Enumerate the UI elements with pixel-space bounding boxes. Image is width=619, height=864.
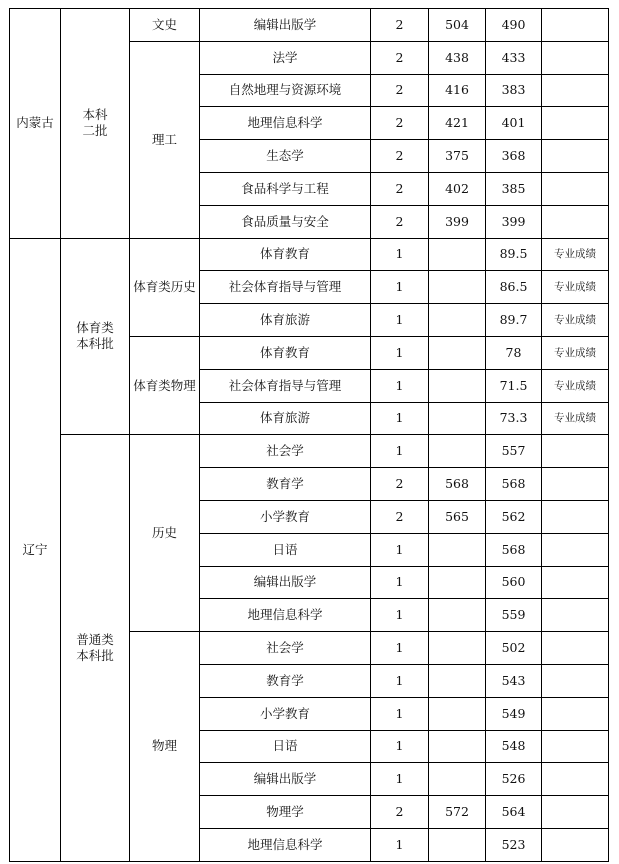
max-score-cell: 438: [429, 41, 486, 74]
major-cell: 体育旅游: [200, 304, 371, 337]
plan-count-cell: 1: [371, 664, 429, 697]
subject-cell: 体育类历史: [130, 238, 200, 336]
max-score-cell: [429, 697, 486, 730]
max-score-cell: [429, 632, 486, 665]
plan-count-cell: 1: [371, 566, 429, 599]
major-cell: 体育教育: [200, 238, 371, 271]
note-cell: 专业成绩: [542, 304, 609, 337]
max-score-cell: [429, 369, 486, 402]
note-cell: [542, 107, 609, 140]
major-cell: 社会学: [200, 632, 371, 665]
note-cell: [542, 632, 609, 665]
max-score-cell: [429, 238, 486, 271]
major-cell: 社会学: [200, 435, 371, 468]
plan-count-cell: 2: [371, 205, 429, 238]
major-cell: 物理学: [200, 796, 371, 829]
plan-count-cell: 1: [371, 238, 429, 271]
subject-cell: 文史: [130, 9, 200, 42]
note-cell: [542, 697, 609, 730]
major-cell: 体育教育: [200, 336, 371, 369]
plan-count-cell: 1: [371, 828, 429, 861]
min-score-cell: 383: [486, 74, 542, 107]
major-cell: 小学教育: [200, 500, 371, 533]
max-score-cell: 504: [429, 9, 486, 42]
province-cell: 辽宁: [10, 238, 61, 861]
note-cell: [542, 763, 609, 796]
max-score-cell: 402: [429, 172, 486, 205]
plan-count-cell: 2: [371, 41, 429, 74]
major-cell: 社会体育指导与管理: [200, 369, 371, 402]
note-cell: [542, 435, 609, 468]
min-score-cell: 543: [486, 664, 542, 697]
note-cell: 专业成绩: [542, 271, 609, 304]
max-score-cell: [429, 730, 486, 763]
major-cell: 编辑出版学: [200, 566, 371, 599]
min-score-cell: 502: [486, 632, 542, 665]
table-row: [10, 9, 609, 42]
min-score-cell: 78: [486, 336, 542, 369]
max-score-cell: [429, 271, 486, 304]
max-score-cell: [429, 763, 486, 796]
plan-count-cell: 1: [371, 599, 429, 632]
min-score-cell: 523: [486, 828, 542, 861]
major-cell: 地理信息科学: [200, 828, 371, 861]
major-cell: 日语: [200, 730, 371, 763]
min-score-cell: 560: [486, 566, 542, 599]
major-cell: 食品科学与工程: [200, 172, 371, 205]
min-score-cell: 568: [486, 468, 542, 501]
batch-cell: 本科 二批: [61, 9, 130, 239]
subject-cell: 体育类物理: [130, 336, 200, 434]
plan-count-cell: 2: [371, 74, 429, 107]
max-score-cell: 399: [429, 205, 486, 238]
batch-cell: 体育类 本科批: [61, 238, 130, 435]
plan-count-cell: 1: [371, 369, 429, 402]
max-score-cell: [429, 304, 486, 337]
province-cell: 内蒙古: [10, 9, 61, 239]
min-score-cell: 399: [486, 205, 542, 238]
min-score-cell: 89.7: [486, 304, 542, 337]
plan-count-cell: 1: [371, 402, 429, 435]
plan-count-cell: 2: [371, 9, 429, 42]
plan-count-cell: 1: [371, 435, 429, 468]
plan-count-cell: 2: [371, 107, 429, 140]
major-cell: 地理信息科学: [200, 599, 371, 632]
note-cell: [542, 664, 609, 697]
max-score-cell: [429, 435, 486, 468]
plan-count-cell: 1: [371, 697, 429, 730]
plan-count-cell: 1: [371, 632, 429, 665]
table-row: [10, 238, 609, 271]
major-cell: 体育旅游: [200, 402, 371, 435]
note-cell: [542, 468, 609, 501]
subject-cell: 物理: [130, 632, 200, 862]
table-body: [10, 9, 609, 862]
min-score-cell: 368: [486, 140, 542, 173]
note-cell: [542, 566, 609, 599]
min-score-cell: 401: [486, 107, 542, 140]
max-score-cell: [429, 402, 486, 435]
major-cell: 地理信息科学: [200, 107, 371, 140]
min-score-cell: 86.5: [486, 271, 542, 304]
max-score-cell: [429, 828, 486, 861]
admission-score-table: [9, 8, 609, 862]
min-score-cell: 73.3: [486, 402, 542, 435]
min-score-cell: 568: [486, 533, 542, 566]
plan-count-cell: 1: [371, 336, 429, 369]
subject-cell: 历史: [130, 435, 200, 632]
plan-count-cell: 1: [371, 533, 429, 566]
note-cell: [542, 730, 609, 763]
max-score-cell: 565: [429, 500, 486, 533]
major-cell: 自然地理与资源环境: [200, 74, 371, 107]
major-cell: 日语: [200, 533, 371, 566]
major-cell: 社会体育指导与管理: [200, 271, 371, 304]
note-cell: [542, 599, 609, 632]
min-score-cell: 71.5: [486, 369, 542, 402]
min-score-cell: 557: [486, 435, 542, 468]
note-cell: [542, 172, 609, 205]
max-score-cell: 421: [429, 107, 486, 140]
note-cell: [542, 41, 609, 74]
max-score-cell: [429, 336, 486, 369]
max-score-cell: 568: [429, 468, 486, 501]
max-score-cell: [429, 599, 486, 632]
note-cell: 专业成绩: [542, 336, 609, 369]
plan-count-cell: 2: [371, 796, 429, 829]
note-cell: [542, 500, 609, 533]
plan-count-cell: 2: [371, 468, 429, 501]
max-score-cell: [429, 566, 486, 599]
min-score-cell: 564: [486, 796, 542, 829]
max-score-cell: 416: [429, 74, 486, 107]
plan-count-cell: 2: [371, 500, 429, 533]
min-score-cell: 433: [486, 41, 542, 74]
plan-count-cell: 2: [371, 140, 429, 173]
note-cell: [542, 828, 609, 861]
min-score-cell: 559: [486, 599, 542, 632]
max-score-cell: 375: [429, 140, 486, 173]
max-score-cell: [429, 664, 486, 697]
min-score-cell: 548: [486, 730, 542, 763]
major-cell: 法学: [200, 41, 371, 74]
min-score-cell: 89.5: [486, 238, 542, 271]
note-cell: [542, 9, 609, 42]
note-cell: 专业成绩: [542, 369, 609, 402]
table-row: [10, 435, 609, 468]
major-cell: 编辑出版学: [200, 763, 371, 796]
min-score-cell: 385: [486, 172, 542, 205]
plan-count-cell: 1: [371, 304, 429, 337]
note-cell: [542, 205, 609, 238]
major-cell: 食品质量与安全: [200, 205, 371, 238]
major-cell: 小学教育: [200, 697, 371, 730]
plan-count-cell: 1: [371, 763, 429, 796]
major-cell: 生态学: [200, 140, 371, 173]
plan-count-cell: 2: [371, 172, 429, 205]
min-score-cell: 490: [486, 9, 542, 42]
note-cell: 专业成绩: [542, 238, 609, 271]
major-cell: 教育学: [200, 664, 371, 697]
note-cell: [542, 74, 609, 107]
note-cell: [542, 533, 609, 566]
min-score-cell: 526: [486, 763, 542, 796]
plan-count-cell: 1: [371, 271, 429, 304]
max-score-cell: 572: [429, 796, 486, 829]
plan-count-cell: 1: [371, 730, 429, 763]
note-cell: 专业成绩: [542, 402, 609, 435]
note-cell: [542, 796, 609, 829]
max-score-cell: [429, 533, 486, 566]
batch-cell: 普通类 本科批: [61, 435, 130, 861]
subject-cell: 理工: [130, 41, 200, 238]
note-cell: [542, 140, 609, 173]
major-cell: 教育学: [200, 468, 371, 501]
major-cell: 编辑出版学: [200, 9, 371, 42]
min-score-cell: 562: [486, 500, 542, 533]
min-score-cell: 549: [486, 697, 542, 730]
